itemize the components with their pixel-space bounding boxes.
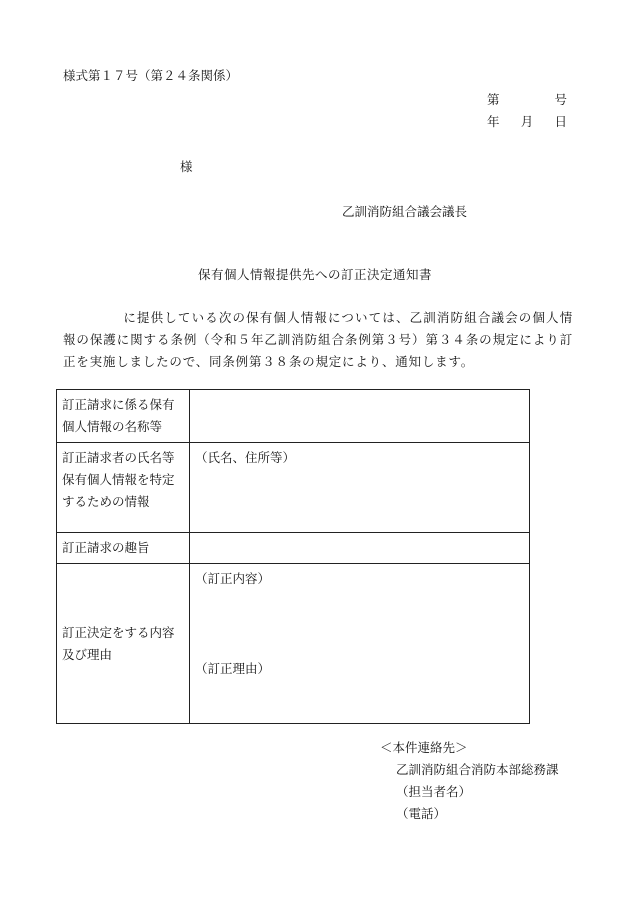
row1-label: 訂正請求に係る保有個人情報の名称等 <box>57 390 190 443</box>
row3-label: 訂正請求の趣旨 <box>57 533 190 564</box>
row2-label: 訂正請求者の氏名等保有個人情報を特定するための情報 <box>57 443 190 533</box>
date-day: 日 <box>554 114 567 129</box>
document-number-line <box>487 90 567 108</box>
date-year: 年 <box>487 114 500 129</box>
doc-no-suffix: 号 <box>554 92 567 107</box>
row4-reason-label: （訂正理由） <box>195 661 271 676</box>
contact-department: 乙訓消防組合消防本部総務課 <box>396 762 559 777</box>
row4-spacer <box>195 590 524 658</box>
row3-value <box>190 533 530 564</box>
table-row <box>57 564 530 724</box>
contact-phone: （電話） <box>396 806 447 821</box>
row4-content-label: （訂正内容） <box>195 571 271 586</box>
body-paragraph <box>63 307 573 373</box>
contact-person: （担当者名） <box>396 784 472 799</box>
row4-value <box>190 564 530 724</box>
doc-no-prefix: 第 <box>487 92 500 107</box>
sender-name: 乙訓消防組合議会議長 <box>342 204 468 219</box>
date-line <box>487 112 567 130</box>
date-month: 月 <box>520 114 534 129</box>
row1-value <box>190 390 530 443</box>
row2-note: （氏名、住所等） <box>195 450 296 465</box>
document-title: 保有個人情報提供先への訂正決定通知書 <box>197 267 432 282</box>
table-row <box>57 443 530 533</box>
correction-form-table <box>56 389 530 724</box>
row2-value <box>190 443 530 533</box>
addressee-honorific: 様 <box>180 159 193 174</box>
table-row <box>57 390 530 443</box>
form-number: 様式第１７号（第２４条関係） <box>63 68 239 83</box>
contact-heading: ＜本件連絡先＞ <box>380 740 468 755</box>
body-text: に提供している次の保有個人情報については、乙訓消防組合議会の個人情報の保護に関する条例（令和５年乙訓消防組合条例第３号）第３４条の規定により訂正を実施しましたので、同条例第３８条の規定により、通知します。 <box>63 310 573 369</box>
table-row <box>57 533 530 564</box>
row4-label: 訂正決定をする内容及び理由 <box>57 564 190 724</box>
